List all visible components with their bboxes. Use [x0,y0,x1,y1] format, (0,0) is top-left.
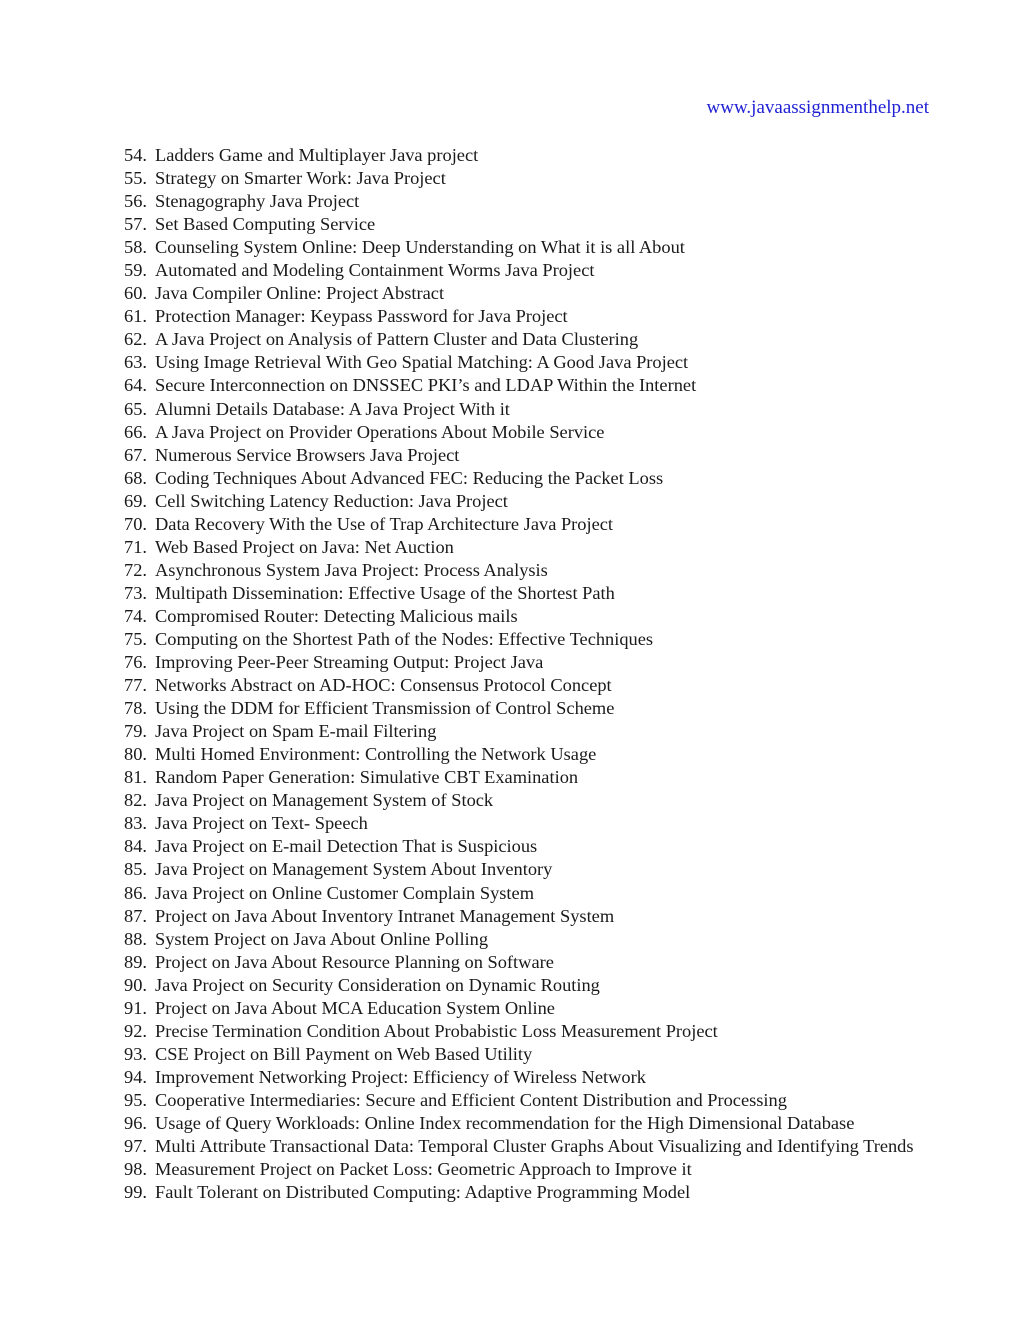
item-title: Multipath Dissemination: Effective Usage of the Shortest Path [155,582,615,603]
item-number: 87. [124,905,147,926]
item-title: Numerous Service Browsers Java Project [155,444,460,465]
item-number: 68. [124,467,147,488]
item-title: Using Image Retrieval With Geo Spatial Matching: A Good Java Project [155,352,689,373]
item-title: Java Project on Management System About Inventory [155,859,553,880]
item-title: Measurement Project on Packet Loss: Geometric Approach to Improve it [155,1159,692,1180]
item-number: 69. [124,490,147,511]
item-number: 89. [124,951,147,972]
item-number: 80. [124,744,147,765]
list-item [124,882,934,905]
item-title: Java Project on Management System of Stock [155,790,494,811]
item-title: Precise Termination Condition About Probabistic Loss Measurement Project [155,1020,718,1041]
list-item [124,305,934,328]
item-title: Cell Switching Latency Reduction: Java Project [155,490,508,511]
list-item [124,490,934,513]
list-item [124,351,934,374]
list-item [124,858,934,881]
item-title: Project on Java About MCA Education System Online [155,997,555,1018]
list-item [124,905,934,928]
item-number: 61. [124,306,147,327]
item-title: Improvement Networking Project: Efficiency of Wireless Network [155,1066,646,1087]
item-title: Data Recovery With the Use of Trap Architecture Java Project [155,513,614,534]
item-number: 93. [124,1043,147,1064]
item-number: 94. [124,1066,147,1087]
item-number: 63. [124,352,147,373]
item-number: 70. [124,513,147,534]
list-item [124,974,934,997]
item-title: Counseling System Online: Deep Understanding on What it is all About [155,237,685,258]
list-item [124,605,934,628]
item-title: A Java Project on Analysis of Pattern Cluster and Data Clustering [155,329,639,350]
list-item [124,167,934,190]
list-item [124,766,934,789]
item-number: 76. [124,652,147,673]
list-item [124,997,934,1020]
list-item [124,743,934,766]
website-link[interactable]: www.javaassignmenthelp.net [706,97,929,118]
item-title: Cooperative Intermediaries: Secure and Efficient Content Distribution and Processing [155,1089,787,1110]
item-number: 72. [124,559,147,580]
item-number: 86. [124,882,147,903]
project-list [124,144,934,1204]
item-title: Multi Homed Environment: Controlling the Network Usage [155,744,597,765]
list-item [124,1043,934,1066]
item-number: 71. [124,536,147,557]
item-number: 65. [124,398,147,419]
list-item [124,1112,934,1135]
list-item [124,259,934,282]
list-item [124,1089,934,1112]
item-number: 88. [124,928,147,949]
list-item [124,1135,934,1158]
list-item [124,928,934,951]
item-number: 56. [124,191,147,212]
list-item [124,951,934,974]
item-number: 95. [124,1089,147,1110]
list-item [124,674,934,697]
item-number: 82. [124,790,147,811]
list-item [124,328,934,351]
item-title: Using the DDM for Efficient Transmission of Control Scheme [155,698,615,719]
item-title: Alumni Details Database: A Java Project With it [155,398,510,419]
item-title: Multi Attribute Transactional Data: Temporal Cluster Graphs About Visualizing and Identifying Trends [155,1136,914,1157]
item-number: 83. [124,813,147,834]
item-number: 64. [124,375,147,396]
item-number: 78. [124,698,147,719]
list-item [124,1020,934,1043]
item-number: 77. [124,675,147,696]
item-title: Automated and Modeling Containment Worms Java Project [155,260,595,281]
item-number: 96. [124,1112,147,1133]
item-title: Java Project on E-mail Detection That is Suspicious [155,836,538,857]
list-item [124,190,934,213]
item-number: 57. [124,214,147,235]
item-number: 54. [124,145,147,165]
item-title: Ladders Game and Multiplayer Java project [155,145,479,165]
item-title: Asynchronous System Java Project: Process Analysis [155,559,548,580]
list-item [124,536,934,559]
item-title: Usage of Query Workloads: Online Index recommendation for the High Dimensional Database [155,1112,855,1133]
list-item [124,559,934,582]
item-title: Web Based Project on Java: Net Auction [155,536,454,557]
item-number: 79. [124,721,147,742]
item-title: Networks Abstract on AD-HOC: Consensus Protocol Concept [155,675,612,696]
item-title: A Java Project on Provider Operations About Mobile Service [155,421,605,442]
item-number: 90. [124,974,147,995]
item-number: 91. [124,997,147,1018]
item-title: Project on Java About Resource Planning on Software [155,951,554,972]
item-title: Improving Peer-Peer Streaming Output: Project Java [155,652,544,673]
list-item [124,1181,934,1204]
item-number: 58. [124,237,147,258]
item-title: CSE Project on Bill Payment on Web Based Utility [155,1043,533,1064]
list-item [124,628,934,651]
item-number: 81. [124,767,147,788]
list-item [124,213,934,236]
item-title: Random Paper Generation: Simulative CBT Examination [155,767,579,788]
item-number: 98. [124,1159,147,1180]
list-item [124,144,934,167]
item-number: 75. [124,628,147,649]
list-item [124,467,934,490]
list-item [124,651,934,674]
list-item [124,444,934,467]
list-item [124,720,934,743]
list-item [124,398,934,421]
list-item [124,697,934,720]
item-title: Compromised Router: Detecting Malicious mails [155,605,518,626]
item-title: Computing on the Shortest Path of the Nodes: Effective Techniques [155,628,654,649]
item-title: Protection Manager: Keypass Password for Java Project [155,306,568,327]
list-item [124,835,934,858]
list-item [124,374,934,397]
item-title: Java Project on Spam E-mail Filtering [155,721,437,742]
list-item [124,1066,934,1089]
list-item [124,236,934,259]
list-item [124,812,934,835]
item-title: Fault Tolerant on Distributed Computing: Adaptive Programming Model [155,1182,691,1203]
item-number: 67. [124,444,147,465]
item-title: Set Based Computing Service [155,214,376,235]
item-title: Java Compiler Online: Project Abstract [155,283,445,304]
item-number: 92. [124,1020,147,1041]
item-title: Java Project on Online Customer Complain System [155,882,535,903]
item-number: 60. [124,283,147,304]
item-number: 99. [124,1182,147,1203]
item-title: Strategy on Smarter Work: Java Project [155,168,446,189]
item-title: Coding Techniques About Advanced FEC: Reducing the Packet Loss [155,467,664,488]
list-item [124,513,934,536]
item-number: 55. [124,168,147,189]
item-title: Project on Java About Inventory Intranet Management System [155,905,615,926]
item-title: Java Project on Text- Speech [155,813,368,834]
item-number: 73. [124,582,147,603]
item-number: 84. [124,836,147,857]
item-title: System Project on Java About Online Polling [155,928,489,949]
list-item [124,582,934,605]
list-item [124,789,934,812]
item-number: 74. [124,605,147,626]
item-number: 62. [124,329,147,350]
item-title: Java Project on Security Consideration on Dynamic Routing [155,974,600,995]
item-title: Stenagography Java Project [155,191,360,212]
list-item [124,1158,934,1181]
item-title: Secure Interconnection on DNSSEC PKI’s and LDAP Within the Internet [155,375,697,396]
item-number: 85. [124,859,147,880]
item-number: 59. [124,260,147,281]
item-number: 97. [124,1136,147,1157]
item-number: 66. [124,421,147,442]
list-item [124,282,934,305]
list-item [124,421,934,444]
